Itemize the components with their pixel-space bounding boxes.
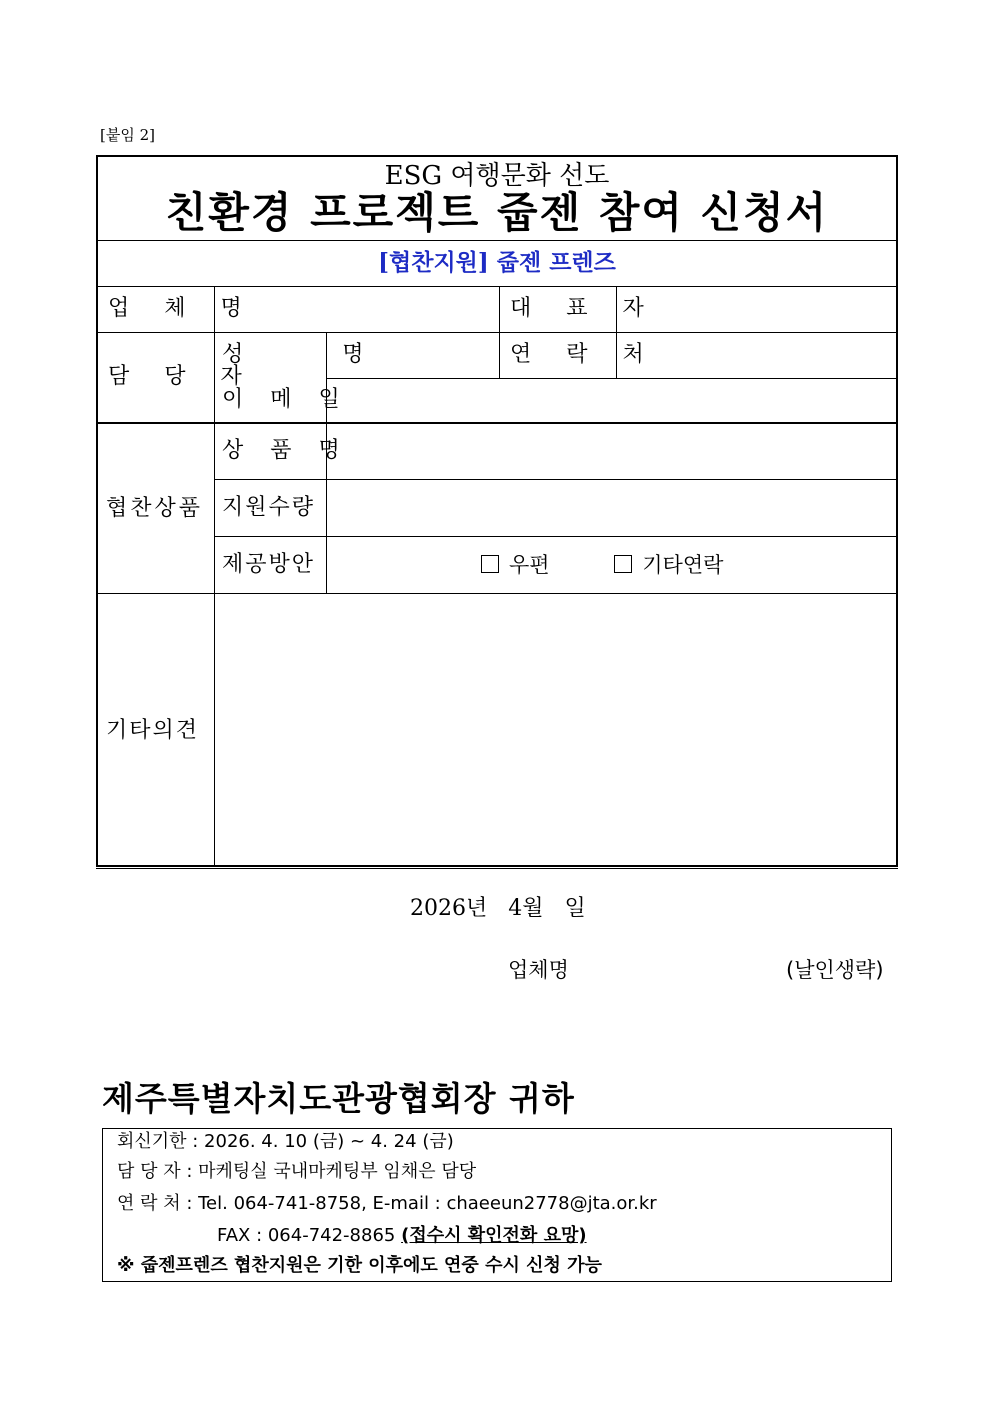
contact-label: 연 락 처 xyxy=(510,342,658,367)
deadline: 회신기한 : 2026. 4. 10 (금) ~ 4. 24 (금) xyxy=(117,1131,454,1152)
form-title-main: 친환경 프로젝트 줍젠 참여 신청서 xyxy=(165,188,829,237)
application-form xyxy=(96,155,898,867)
manager-label: 담 당 자 xyxy=(108,364,256,389)
option-mail[interactable]: 우편 xyxy=(481,551,550,579)
recipient: 제주특별자치도관광협회장 귀하 xyxy=(102,1079,575,1118)
sponsor-goods-label: 협찬상품 xyxy=(106,496,204,521)
support-quantity-label: 지원수량 xyxy=(222,495,316,520)
company-field[interactable] xyxy=(215,287,498,331)
support-quantity-field[interactable] xyxy=(327,480,896,535)
delivery-method-label: 제공방안 xyxy=(222,552,316,577)
checkbox-icon[interactable] xyxy=(481,555,499,573)
divider xyxy=(214,536,896,537)
attachment-label: [붙임 2] xyxy=(100,126,155,144)
contact-field[interactable] xyxy=(617,333,896,377)
manager-info: 담 당 자 : 마케팅실 국내마케팅부 임채은 담당 xyxy=(117,1161,477,1182)
date-line: 2026년 4월 일 xyxy=(410,896,586,921)
representative-field[interactable] xyxy=(617,287,896,331)
checkbox-icon[interactable] xyxy=(614,555,632,573)
email-label: 이 메 일 xyxy=(222,387,350,412)
email-field[interactable] xyxy=(327,379,896,421)
form-subtitle: [협찬지원] 줍젠 프렌즈 xyxy=(378,249,616,276)
name-label: 성 명 xyxy=(222,342,410,367)
representative-label: 대 표 자 xyxy=(510,296,658,321)
divider xyxy=(96,868,898,869)
divider xyxy=(98,240,896,241)
manager-name-field[interactable] xyxy=(327,333,498,377)
other-opinion-label: 기타의견 xyxy=(106,718,200,743)
delivery-options xyxy=(481,551,781,579)
divider xyxy=(499,286,500,378)
option-other-contact[interactable]: 기타연락 xyxy=(614,551,723,579)
contact-info: 연 락 처 : Tel. 064-741-8758, E-mail : chaeeun2778@jta.or.kr xyxy=(117,1193,657,1214)
notice: ※ 줍젠프렌즈 협찬지원은 기한 이후에도 연중 수시 신청 가능 xyxy=(117,1255,602,1276)
fax-info: FAX : 064-742-8865 (접수시 확인전화 요망) xyxy=(217,1225,587,1246)
company-label: 업 체 명 xyxy=(108,296,256,321)
seal-note: (날인생략) xyxy=(786,958,884,982)
signature-company-label: 업체명 xyxy=(508,958,569,982)
other-opinion-field[interactable] xyxy=(215,594,896,864)
fax-note: (접수시 확인전화 요망) xyxy=(401,1225,587,1246)
form-title-top: ESG 여행문화 선도 xyxy=(384,161,610,191)
product-name-label: 상 품 명 xyxy=(222,438,350,463)
product-name-field[interactable] xyxy=(327,424,896,478)
info-box xyxy=(102,1128,892,1282)
